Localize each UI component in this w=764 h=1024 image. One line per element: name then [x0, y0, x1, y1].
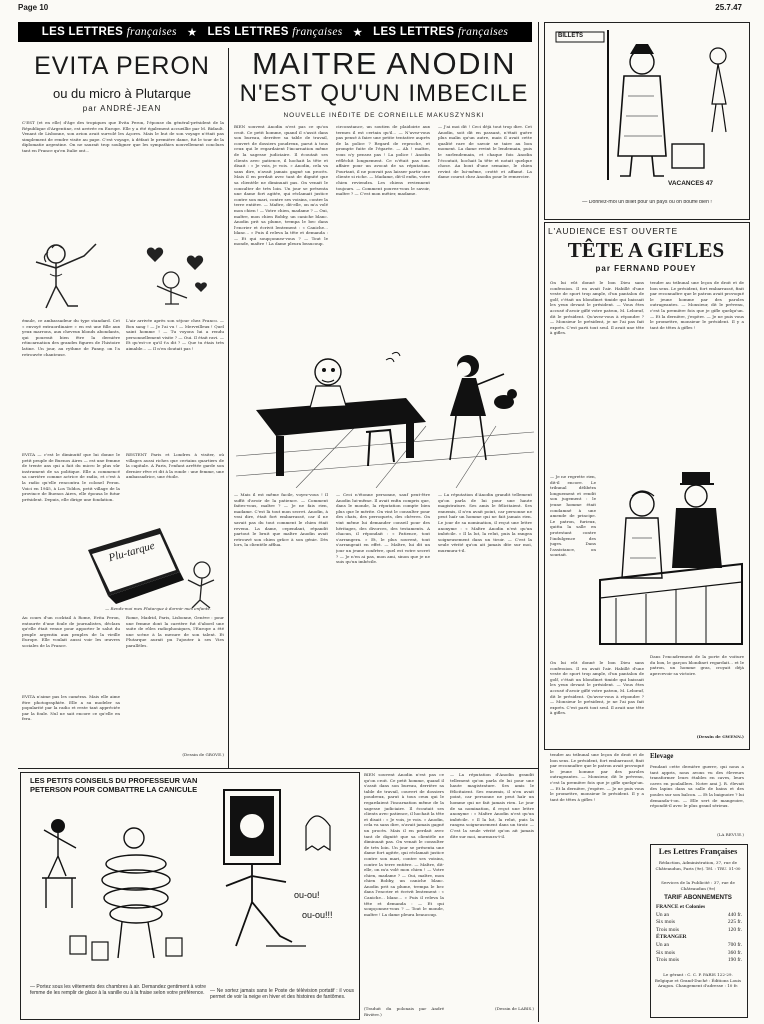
page-number: Page 10 [18, 3, 49, 12]
evita-body-2: émule, ce ambassadeur du type standard. Cet « envoyé extraordinaire » en est une fille aux yeux marrons, aux cheveux blonds abondants, qui pourrait bien être la dernière réincarnation des grandes figures de l'histoire latine. Un jour, au rythme de Fanny, on l'a retrouvée chanteuse. [22, 318, 120, 357]
evita-title: EVITA PERON [34, 52, 210, 80]
evita-subtitle: ou du micro à Plutarque [52, 86, 192, 101]
elevage-body: Pendant cette dernière guerre, qui nous a tant appris, nous avons vu des éleveurs transformer leurs étables en caves, leurs caves en poulaillers. Notre ami J. R. élevait des lapins dans sa salle de bains et des poules sur son balcon. — Et la baignoire ? lui demanda-t-on. — Elle sert de mangeoire, répondit-il avec le plus grand sérieux. [650, 764, 744, 809]
conseils-inflatable-man-illustration [26, 808, 196, 976]
conseils-caption-right: — Ne sortez jamais sans le Poste de télévision portatif : il vous permet de voir la neige en hiver et des histoires de fantômes. [210, 988, 354, 1000]
subscription-admin: Rédaction, Administration, 37, rue de Châteaudun, Paris (9e). Tél. : TRU. 51-00 [655, 860, 741, 871]
tete-credit: (Dessin de GWENN.) [696, 734, 744, 739]
tarif-title: TARIF ABONNEMENTS [664, 894, 732, 901]
anodin-credit: (Dessin de LABIS.) [495, 1006, 534, 1011]
banner-star: ★ [186, 27, 198, 39]
anodin-translation: (Traduit du polonais par André Rivière.) [364, 1006, 444, 1017]
plutarque-label: Plu-tarque [107, 539, 156, 565]
vacances-ticket-office-illustration [548, 26, 744, 192]
tarif-row: FRANCE et Colonies [656, 904, 706, 910]
anodin-col-4b: BIEN souvent Anodin n'est pas ce qu'on croit. Ce petit homme, quand il s'assit dans son bureau, derrière sa table de travail, couvert de dossiers poudreux, parut à tous ceux qui le regardaient l'incarnation même de la sagesse judiciaire. Il écoutait ses clients avec patience, il hochait la tête et disait : « Je vois, je vois. » Anodin, cela va sans dire, n'avait jamais gagné un procès. Mais il en perdait avec tant de dignité que sa clientèle ne diminuait pas. On venait le consulter de très loin. Un jour se présenta une dame fort agitée, qui réclamait justice contre son mari, contre ses voisins, contre la terre entière. — Maître, dit-elle, on m'a volé mon chien ! — Votre chien, madame ? — Oui, maître, mon chien Bobby, un caniche blanc. Anodin prit sa plume, trempa le bec dans l'encrier et écrivit lentement : « Caniche... blanc... » Puis il releva la tête et demanda : — Et qui soupçonnez-vous ? — Tout le monde, maître ! La dame pleura beaucoup. [364, 772, 444, 917]
banner-title-3: LES LETTRES [373, 26, 455, 38]
elevage-title: Elevage [650, 752, 674, 760]
issue-date: 25.7.47 [715, 3, 742, 12]
tete-col-2: tendre au tribunal une leçon de droit et de bon sens. Le président, fort embarrassé, finit par reconnaître que le patron avait provoqué le jeune homme par des paroles outrageantes. — Monsieur, dit le prévenu, c'est la première fois que je gifle quelqu'un. — Et la dernière, j'espère. — Je ne puis vous le promettre, monsieur le président. Il y a tant de têtes à gifles ! [650, 280, 744, 330]
anodin-col-4: — Mais il est même facile, voyez-vous ! Il suffit d'avoir de la patience. — Comment faites-vous, maître ? — Je ne fais rien, madame. C'est là tout mon secret. Anodin, à vrai dire, était fort embarrassé, car il ne savait pas du tout comment le chien était revenu. La dame, cependant, répandit partout le bruit que maître Anodin avait retrouvé son chien grâce à son génie. Dès lors, la clientèle afflua. [234, 492, 328, 548]
subscription-title: Les Lettres Françaises [658, 847, 738, 856]
tarif-row: Trois mois 120 fr. [656, 926, 742, 933]
anodin-col-3: — J'ai moi dit ! Ceci déjà tout trop dire. Cet Anodin, soit dit en passant, n'était guère plus malin qu'un autre, mais il avait cette qualité rare de savoir se taire au bon moment. La dame revint le lendemain, puis le surlendemain, et chaque fois Anodin l'écoutait, hochait la tête et notait quelque chose. Au bout d'une semaine, le chien revint de lui-même, crotté et affamé. La dame courut chez Anodin pour le remercier. [438, 124, 532, 180]
evita-dancer-illustration [26, 236, 108, 314]
evita-credit: (Dessin de GROVE.) [182, 752, 224, 757]
vacances-caption: — Donnez-moi un billet pour un pays où on bouffe bien ! [582, 200, 712, 205]
tete-col-1: On lui eût donné le bon Dieu sans confession. Il en avait l'air. Habillé d'une veste de sport trop ample, d'un pantalon de golf, c'était un blondinet timide qui baissait les yeux devant le président. — Vous êtes accusé d'avoir giflé votre patron, M. Lebœuf, dit le président. Qu'avez-vous à répondre ? — Monsieur le président, je ne l'ai pas fait exprès. C'est parti tout seul. Il avait une tête à gifles. [550, 280, 644, 336]
tarif-table [656, 904, 742, 965]
svg-text:ou-ou!!!: ou-ou!!! [302, 910, 333, 920]
tarif-row: Six mois 225 fr. [656, 919, 742, 926]
tete-col-3: — Je ne regrette rien, dit-il encore. Le tribunal délibéra longuement et rendit son jugement : le jeune homme était condamné à une amende de principe. Le patron, furieux, quitta la salle en protestant contre l'indulgence des juges. Dans l'assistance, on souriait. [550, 474, 596, 558]
evita-caption: — Rends-moi mes Plutarque à dormir mes enfants. [105, 606, 211, 611]
anodin-title-line-1: MAITRE ANODIN [251, 46, 517, 81]
banner-star: ★ [352, 27, 364, 39]
tete-courtroom-illustration [596, 468, 746, 648]
subscription-footer: Le gérant : C. C. P. PARIS 122-29. Belgique et Grand-Duché : Éditions Louis Aragon. Changement d'adresse : 10 fr. [654, 972, 742, 989]
anodin-title-line-2: N'EST QU'UN IMBECILE [239, 80, 529, 107]
banner-subtitle-2: françaises [292, 26, 343, 38]
banner-subtitle-1: françaises [126, 26, 177, 38]
evita-byline: par ANDRÉ-JEAN [82, 104, 162, 113]
anodin-col-2: circonstance, un soutien de plaidoirie aux termes il est certain qu'il... — N'avez-vous pas pensé à faire une petite tentative auprès de la police ? Regard de reproche, et prompte fuite de l'égarée. — Ah ! maître, vous n'y pensez pas ! La police ! Anodin réfléchit longuement. Ce n'était pas une affaire pour un avocat de sa réputation. Pourtant, il ne pouvait pas laisser partir une cliente si riche. — Madame, dit-il enfin, votre chien reviendra. Les chiens reviennent toujours. — Comment pouvez-vous le savoir, maître ? — C'est mon métier, madame. [336, 124, 430, 197]
anodin-col-5b: — La réputation d'Anodin grandit tellement qu'on parla de lui pour une haute magistrature. Ses amis le félicitaient. Ses ennemis, il n'en avait point, car personne ne peut haïr un homme qui ne fait jamais rien. Le jour de sa nomination, il reçut une lettre anonyme : « Maître Anodin n'est qu'un imbécile. » Il la lut, la relut, puis la rangea soigneusement dans un tiroir. — C'est la seule vérité qu'on ait jamais dite sur moi, murmura-t-il. [450, 772, 534, 839]
tete-title: TÊTE A GIFLES [567, 238, 725, 262]
tete-caption: Dans l'encadrement de la porte de voiture du box, le garçon blondinet regardait... et le patron, un homme gras, croyait déjà apercevoir sa victoire. [650, 654, 744, 676]
vacances-sign: BILLETS [558, 33, 583, 39]
elevage-credit: (LA REVUE.) [717, 832, 744, 837]
anodin-col-1: BIEN souvent Anodin n'est pas ce qu'on croit. Ce petit homme, quand il s'assit dans son bureau, derrière sa table de travail, couvert de dossiers poudreux, parut à tous ceux qui le regardaient l'incarnation même de la sagesse judiciaire. Il écoutait ses clients avec patience, il hochait la tête et disait : « Je vois, je vois. » Anodin, cela va sans dire, n'avait jamais gagné un procès. Mais il en perdait avec tant de dignité que sa clientèle ne diminuait pas. On venait le consulter de très loin. Un jour se présenta une dame fort agitée, qui réclamait justice contre son mari, contre ses voisins, contre la terre entière. — Maître, dit-elle, on m'a volé mon chien ! — Votre chien, madame ? — Oui, maître, mon chien Bobby, un caniche blanc. Anodin prit sa plume, trempa le bec dans l'encrier et écrivit lentement : « Caniche... blanc... » Puis il releva la tête et demanda : — Et qui soupçonnez-vous ? — Tout le monde, maître ! La dame pleura beaucoup. [234, 124, 328, 247]
tarif-row: Six mois 360 fr. [656, 949, 742, 956]
vacances-title: VACANCES 47 [668, 180, 714, 187]
banner-title-1: LES LETTRES [41, 26, 124, 38]
evita-body-5: EVITA n'aime pas les caméras. Mais elle aime être photographiée. Elle a su modeler sa popularité par la radio et reste tant appréciée par la foule. Nul ne sait encore ce qu'elle en fera. [22, 694, 120, 722]
evita-hearts-illustration [135, 240, 223, 312]
subscription-service: Services de la Publicité : 37, rue de Châteaudun (9e) [661, 880, 735, 891]
anodin-col-5: — Ceci n'étonne personne, sauf peut-être Anodin lui-même. Il avait enfin compris que, dans le monde, la réputation compte bien plus que le mérite. On vint le consulter pour des chats, des perroquets, des chèvres. On vint même lui demander conseil pour des héritages, des divorces, des testaments. A chacun, il répondait : « Patience, tout s'arrangera. » Et, le plus souvent, tout s'arrangeait en effet. — Maître, lui dit un jour un jeune confrère, quel est votre secret ? — Je n'en ai pas, mon ami, sinon que je ne suis qu'un imbécile. [336, 492, 430, 565]
tarif-row: ÉTRANGER [656, 934, 687, 941]
plutarque-book-illustration [80, 520, 228, 610]
tete-col-4: On lui eût donné le bon Dieu sans confession. Il en avait l'air. Habillé d'une veste de sport trop ample, d'un pantalon de golf, c'était un blondinet timide qui baissait les yeux devant le président. — Vous êtes accusé d'avoir giflé votre patron, M. Lebœuf, dit le président. Qu'avez-vous à répondre ? — Monsieur le président, je ne l'ai pas fait exprès. C'est parti tout seul. Il avait une tête à gifles. [550, 660, 644, 716]
evita-body-6: RESTENT Paris et Londres à visiter, où villages aussi riches que certains quartiers de la capitale. A Paris, l'enfant arrêtée garde son dernier rêve et dit à la ronde : une femme, une ambassadrice, une étoile. [126, 452, 224, 480]
tete-byline: par FERNAND POUEY [595, 264, 697, 273]
anodin-office-illustration [236, 336, 534, 488]
banner-title-2: LES LETTRES [207, 26, 289, 38]
evita-body-4: Au cours d'un cocktail à Rome, Evita Peron, entourée d'une foule de journalistes, déclara qu'elle était venue pour apporter le salut du peuple argentin aux peuples de la vieille Europe. Elle voulait aussi voir les œuvres sociales de la France. [22, 615, 120, 648]
tarif-row: Trois mois 190 fr. [656, 957, 742, 964]
anodin-kicker: NOUVELLE INÉDITE DE CORNEILLE MAKUSZYNSKI [283, 112, 485, 119]
tete-col-5: tendre au tribunal une leçon de droit et de bon sens. Le président, fort embarrassé, finit par reconnaître que le patron avait provoqué le jeune homme par des paroles outrageantes. — Monsieur, dit le prévenu, c'est la première fois que je gifle quelqu'un. — Et la dernière, j'espère. — Je ne puis vous le promettre, monsieur le président. Il y a tant de têtes à gifles ! [550, 752, 644, 802]
banner-subtitle-3: françaises [457, 26, 509, 38]
evita-body-3: EVITA — c'est le diminutif que lui donne le petit peuple de Buenos Aires — est une femme de trente ans qui a fait du micro le plus sûr instrument de sa politique. Elle a commencé sa carrière comme actrice de radio, et c'est à la radio qu'elle rencontra le colonel Peron. Voici en 1945, à Los Toldos, petit village de la province de Buenos Aires, elle épousa le futur président. Depuis, elle dirige une fondation. [22, 452, 120, 502]
tarif-row: Un an 700 fr. [656, 941, 742, 948]
conseils-caption-left: — Portez sous les vêtements des chambres à air. Demandez gentiment à votre femme de les remplir de glace à la vanille ou à la fraise selon votre préférence. [30, 984, 206, 996]
conseils-title: LES PETITS CONSEILS DU PROFESSEUR VAN PETERSON POUR COMBATTRE LA CANICULE [30, 776, 198, 794]
evita-dialogue: L'air arrivée après son séjour chez Franco. — Bon sang ! — Je l'ai vu ! — Merveilleux ! Quel saint homme ! — Tu voyons lui a rendu personnellement visite ? — Oui. Il était ravi. — Et qu'est-ce qu'il t'a dit ? — Que tu étais très aimable... — Il n'en doutait pas ! [126, 318, 224, 351]
evita-body-1: C'EST (et en elle) d'âge des tropiques que Evita Peron, l'épouse du général-président de la République d'Argentine, est arrivée en Europe. Elle y a été également accueillie par M. Bidault. Venant de Lisbonne, son avion avait survolé les Açores. Mais le but de son voyage n'était pas simplement de rendre visite au pape. C'est voyage, à défaut le première dame, fut le tour de la diplomatie argentine. On ne saurait trop souligner que les sympathies nouvellement conclues tant en France qu'en Italie ont... [22, 120, 224, 153]
svg-text:ou-ou!: ou-ou! [294, 890, 320, 900]
tete-kicker: L'AUDIENCE EST OUVERTE [548, 226, 678, 236]
masthead-banner [18, 22, 532, 42]
evita-body-7: Rome, Madrid, Paris, Lisbonne, Genève : pour une femme dont la carrière fut d'abord une suite de rôles radiophoniques, l'Europe a été une scène à la mesure de son talent. Et Plutarque aurait pu l'ajouter à ses Vies parallèles. [126, 615, 224, 648]
anodin-col-6: — La réputation d'Anodin grandit tellement qu'on parla de lui pour une haute magistrature. Ses amis le félicitaient. Ses ennemis, il n'en avait point, car personne ne peut haïr un homme qui ne fait jamais rien. Le jour de sa nomination, il reçut une lettre anonyme : « Maître Anodin n'est qu'un imbécile. » Il la lut, la relut, puis la rangea soigneusement dans un tiroir. — C'est la seule vérité qu'on ait jamais dite sur moi, murmura-t-il. [438, 492, 532, 553]
tarif-row: Un an 440 fr. [656, 911, 742, 918]
conseils-television-man-illustration [196, 786, 354, 964]
